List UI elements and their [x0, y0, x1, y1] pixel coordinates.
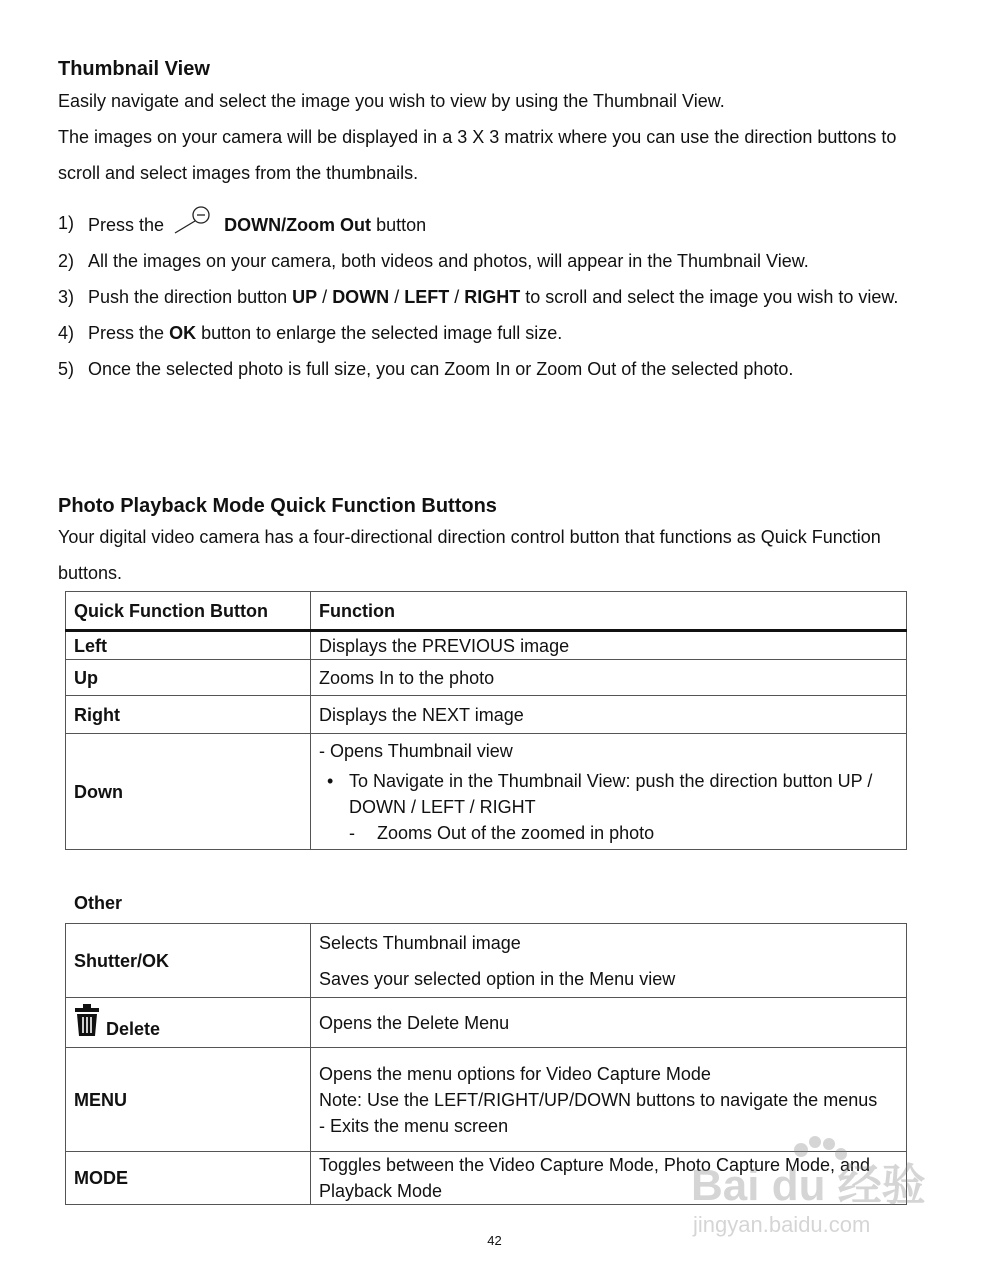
other-label: Other	[74, 893, 123, 913]
svg-text:Bai du 经验: Bai du 经验	[691, 1161, 926, 1210]
table-cell-key: Left	[66, 631, 311, 660]
quick-function-table	[65, 591, 907, 850]
thumbnail-paragraph: The images on your camera will be displayed in a 3 X 3 matrix where you can use the direction buttons to scroll and select images from the thumbnails.	[58, 127, 897, 183]
list-item: 3) Push the direction button UP / DOWN / LEFT / RIGHT to scroll and select the image you wish to view.	[58, 287, 899, 307]
thumbnail-intro: Easily navigate and select the image you wish to view by using the Thumbnail View.	[58, 91, 725, 111]
svg-text:jingyan.baidu.com: jingyan.baidu.com	[693, 1212, 871, 1237]
baidu-watermark	[691, 1128, 931, 1238]
table-cell-value: Opens the Delete Menu	[311, 998, 907, 1048]
list-item: 1) Press the DOWN/Zoom Out button	[58, 205, 928, 243]
list-item: 4) Press the OK button to enlarge the selected image full size.	[58, 323, 563, 343]
table-row	[66, 924, 907, 998]
table-cell-value: Zooms In to the photo	[311, 660, 907, 696]
table-row	[66, 696, 907, 734]
table-cell-value: Displays the PREVIOUS image	[311, 631, 907, 660]
thumbnail-steps-list	[58, 205, 928, 387]
bullet-icon: •	[327, 770, 334, 791]
table-row	[66, 998, 907, 1048]
quick-function-intro: Your digital video camera has a four-directional direction control button that functions as Quick Function buttons.	[58, 527, 881, 583]
table-cell-value: Toggles between the Video Capture Mode, Photo Capture Mode, and Playback Mode	[311, 1152, 907, 1205]
table-header-row	[66, 592, 907, 631]
table-cell-key: MODE	[66, 1152, 311, 1205]
table-cell-value: Selects Thumbnail image Saves your selected option in the Menu view	[311, 924, 907, 998]
table-cell-value: Opens the menu options for Video Capture Mode Note: Use the LEFT/RIGHT/UP/DOWN buttons to navigate the menus - Exits the menu screen	[311, 1048, 907, 1152]
table-cell-key: Shutter/OK	[66, 924, 311, 998]
section-title-thumbnail-view: Thumbnail View	[58, 58, 210, 80]
page-number: 42	[487, 1233, 502, 1248]
bullet-item: • To Navigate in the Thumbnail View: push the direction button UP / DOWN / LEFT / RIGHT	[319, 768, 898, 820]
section-title-quick-function: Photo Playback Mode Quick Function Buttons	[58, 495, 497, 517]
table-cell-key: Right	[66, 696, 311, 734]
table-cell-value: - Opens Thumbnail view • To Navigate in the Thumbnail View: push the direction button UP / DOWN / LEFT / RIGHT - Zooms Out of the zoomed in photo	[311, 734, 907, 850]
table-cell-key: Delete	[66, 998, 311, 1048]
table-header-cell: Function	[311, 592, 907, 631]
table-cell-key: Down	[66, 734, 311, 850]
table-header-cell: Quick Function Button	[66, 592, 311, 631]
trash-icon	[74, 1003, 100, 1037]
list-item: 2) All the images on your camera, both videos and photos, will appear in the Thumbnail View.	[58, 251, 809, 271]
sub-item: - Zooms Out of the zoomed in photo	[349, 822, 655, 843]
table-row	[66, 631, 907, 660]
zoom-out-icon	[171, 205, 215, 235]
table-cell-key: MENU	[66, 1048, 311, 1152]
table-cell-key: Up	[66, 660, 311, 696]
table-row	[66, 660, 907, 696]
table-cell-value: Displays the NEXT image	[311, 696, 907, 734]
table-row	[66, 734, 907, 850]
list-item: 5) Once the selected photo is full size, you can Zoom In or Zoom Out of the selected photo.	[58, 359, 794, 379]
